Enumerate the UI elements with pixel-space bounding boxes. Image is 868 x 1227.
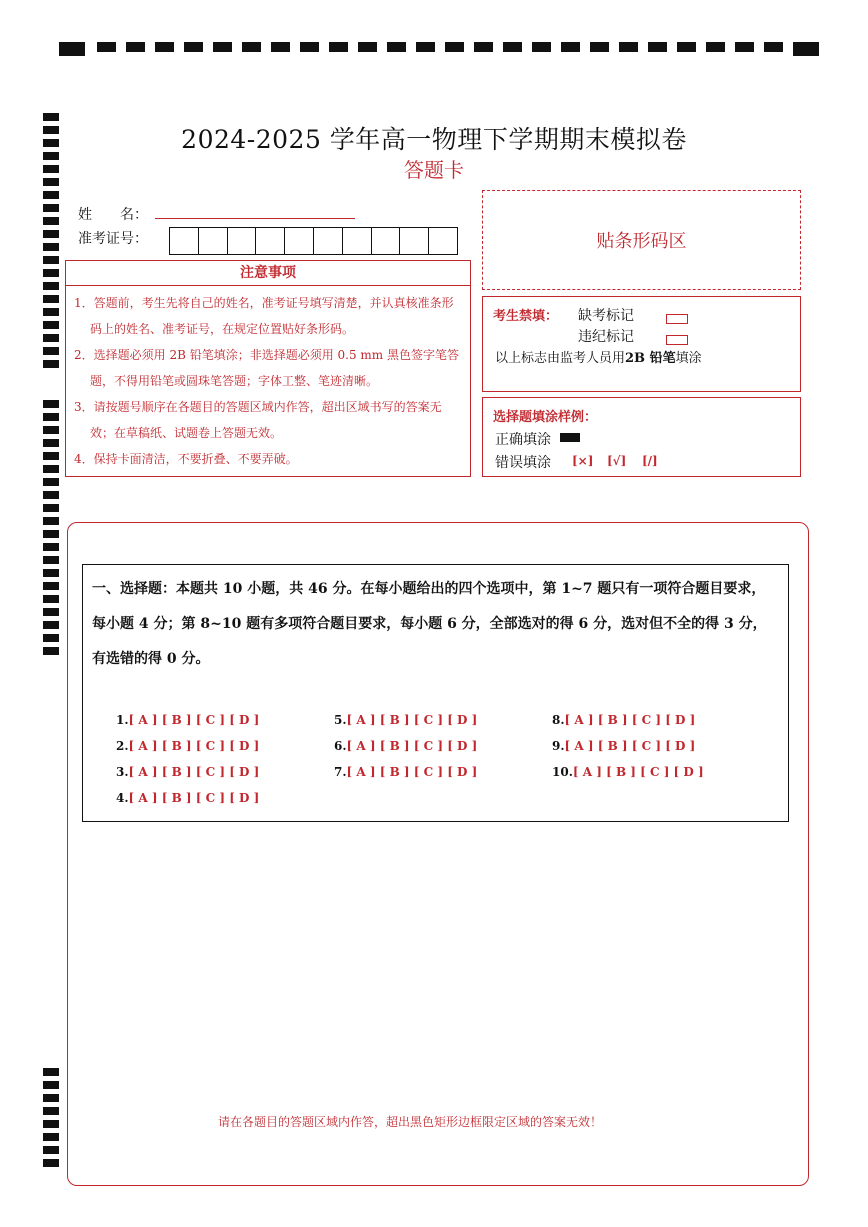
timing-mark (43, 426, 59, 434)
footer-warning: 请在各题目的答题区域内作答，超出黑色矩形边框限定区域的答案无效！ (217, 1115, 602, 1129)
correct-fill-label: 正确填涂 (495, 432, 551, 448)
exam-number-digit-box[interactable] (429, 228, 457, 254)
timing-mark (43, 334, 59, 342)
absent-mark-box[interactable] (666, 308, 688, 327)
notice-list (65, 285, 471, 477)
timing-mark (43, 1068, 59, 1076)
question-10[interactable] (552, 765, 704, 779)
proctor-note-suffix: 填涂 (675, 351, 702, 366)
answer-options[interactable]: [ A ] [ B ] [ C ] [ D ] (128, 713, 260, 727)
question-5[interactable] (334, 713, 477, 727)
notice-item: 3．请按题号顺序在各题目的答题区域内作答，超出区域书写的答案无效；在草稿纸、试题卷上答题无效。 (74, 400, 442, 440)
timing-mark (43, 478, 59, 486)
timing-mark (43, 491, 59, 499)
name-field[interactable] (155, 218, 355, 219)
question-number: 1. (116, 713, 129, 727)
question-6[interactable] (334, 739, 477, 753)
proctor-note-prefix: 以上标志由监考人员用 (495, 351, 626, 366)
timing-mark (43, 269, 59, 277)
name-label: 姓 名： (78, 207, 148, 223)
question-3[interactable] (116, 765, 259, 779)
question-number: 10. (552, 765, 573, 779)
question-7[interactable] (334, 765, 477, 779)
notice-heading: 注意事项 (65, 260, 471, 286)
timing-mark (43, 1146, 59, 1154)
timing-mark (43, 504, 59, 512)
question-1[interactable] (116, 713, 259, 727)
timing-mark (43, 321, 59, 329)
timing-mark (43, 256, 59, 264)
timing-mark (43, 634, 59, 642)
page-subtitle: 答题卡 (404, 158, 464, 182)
timing-mark (43, 308, 59, 316)
exam-number-digit-box[interactable] (199, 228, 228, 254)
section-instructions-line: 有选错的得 0 分。 (92, 651, 210, 667)
proctor-note-bold: 2B 铅笔 (625, 351, 676, 366)
timing-mark (43, 217, 59, 225)
timing-mark (43, 569, 59, 577)
barcode-area (482, 190, 801, 290)
timing-mark (43, 230, 59, 238)
timing-mark (43, 543, 59, 551)
exam-number-digit-box[interactable] (285, 228, 314, 254)
timing-mark (43, 439, 59, 447)
question-number: 4. (116, 791, 129, 805)
exam-number-digit-box[interactable] (314, 228, 343, 254)
answer-options[interactable]: [ A ] [ B ] [ C ] [ D ] (346, 713, 478, 727)
answer-options[interactable]: [ A ] [ B ] [ C ] [ D ] (128, 739, 260, 753)
timing-mark (43, 517, 59, 525)
notice-item: 1．答题前，考生先将自己的姓名，准考证号填写清楚，并认真核准条形码上的姓名、准考证号，在规定位置贴好条形码。 (74, 296, 454, 336)
question-number: 2. (116, 739, 129, 753)
timing-mark (43, 465, 59, 473)
violation-mark-box[interactable] (666, 329, 688, 348)
exam-number-digit-box[interactable] (372, 228, 401, 254)
timing-mark (43, 413, 59, 421)
timing-mark (43, 452, 59, 460)
barcode-area-label: 贴条形码区 (596, 231, 687, 252)
exam-number-digit-box[interactable] (400, 228, 429, 254)
timing-mark (43, 621, 59, 629)
timing-mark (43, 243, 59, 251)
timing-mark (43, 204, 59, 212)
proctor-note (495, 347, 702, 366)
timing-mark (43, 530, 59, 538)
question-2[interactable] (116, 739, 259, 753)
timing-mark (43, 400, 59, 408)
exam-number-label: 准考证号： (78, 231, 148, 247)
timing-mark (43, 282, 59, 290)
timing-mark (43, 647, 59, 655)
correct-fill-example (560, 433, 580, 442)
proctor-marks-box (482, 296, 801, 392)
fill-sample-title: 选择题填涂样例： (493, 410, 598, 425)
question-4[interactable] (116, 791, 259, 805)
wrong-mark-slash: [/] (642, 454, 658, 468)
answer-options[interactable]: [ A ] [ B ] [ C ] [ D ] (128, 791, 260, 805)
answer-options[interactable]: [ A ] [ B ] [ C ] [ D ] (346, 739, 478, 753)
wrong-mark-x: [×] (572, 454, 594, 468)
timing-mark (43, 595, 59, 603)
violation-mark-label: 违纪标记 (578, 329, 634, 345)
section-instructions (92, 572, 782, 677)
notice-item: 4．保持卡面清洁，不要折叠、不要弄破。 (74, 452, 298, 466)
question-number: 3. (116, 765, 129, 779)
timing-mark (43, 582, 59, 590)
absent-mark-label: 缺考标记 (578, 308, 634, 324)
timing-mark (43, 1159, 59, 1167)
exam-number-digit-box[interactable] (170, 228, 199, 254)
section-instructions-line: 一、选择题：本题共 10 小题，共 46 分。在每小题给出的四个选项中，第 1~7 题只有一项符合题目要求， (92, 581, 766, 597)
proctor-only-label: 考生禁填： (493, 309, 559, 324)
answer-options[interactable]: [ A ] [ B ] [ C ] [ D ] (128, 765, 260, 779)
timing-mark (43, 1081, 59, 1089)
exam-number-digit-box[interactable] (256, 228, 285, 254)
wrong-mark-check: [√] (607, 454, 627, 468)
timing-mark (43, 608, 59, 616)
answer-options[interactable]: [ A ] [ B ] [ C ] [ D ] (564, 739, 696, 753)
exam-number-digit-box[interactable] (343, 228, 372, 254)
question-number: 6. (334, 739, 347, 753)
question-8[interactable] (552, 713, 695, 727)
answer-options[interactable]: [ A ] [ B ] [ C ] [ D ] (346, 765, 478, 779)
fill-sample-box (482, 397, 801, 477)
wrong-fill-label: 错误填涂 (495, 455, 551, 471)
question-9[interactable] (552, 739, 695, 753)
timing-mark (43, 295, 59, 303)
timing-mark (43, 556, 59, 564)
timing-mark (43, 1133, 59, 1141)
exam-number-boxes[interactable] (169, 227, 458, 255)
timing-mark (43, 191, 59, 199)
section-instructions-line: 每小题 4 分；第 8~10 题有多项符合题目要求，每小题 6 分，全部选对的得 6 分，选对但不全的得 3 分， (92, 616, 767, 632)
timing-mark (43, 347, 59, 355)
timing-mark (43, 1094, 59, 1102)
question-number: 8. (552, 713, 565, 727)
question-number: 9. (552, 739, 565, 753)
question-number: 7. (334, 765, 347, 779)
question-number: 5. (334, 713, 347, 727)
answer-options[interactable]: [ A ] [ B ] [ C ] [ D ] (572, 765, 704, 779)
timing-mark (43, 360, 59, 368)
notice-item: 2．选择题必须用 2B 铅笔填涂；非选择题必须用 0.5 mm 黑色签字笔答题，不得用铅笔或圆珠笔答题；字体工整、笔迹清晰。 (74, 348, 460, 388)
exam-number-digit-box[interactable] (228, 228, 257, 254)
page-title: 2024-2025 学年高一物理下学期期末模拟卷 (181, 125, 687, 154)
answer-options[interactable]: [ A ] [ B ] [ C ] [ D ] (564, 713, 696, 727)
